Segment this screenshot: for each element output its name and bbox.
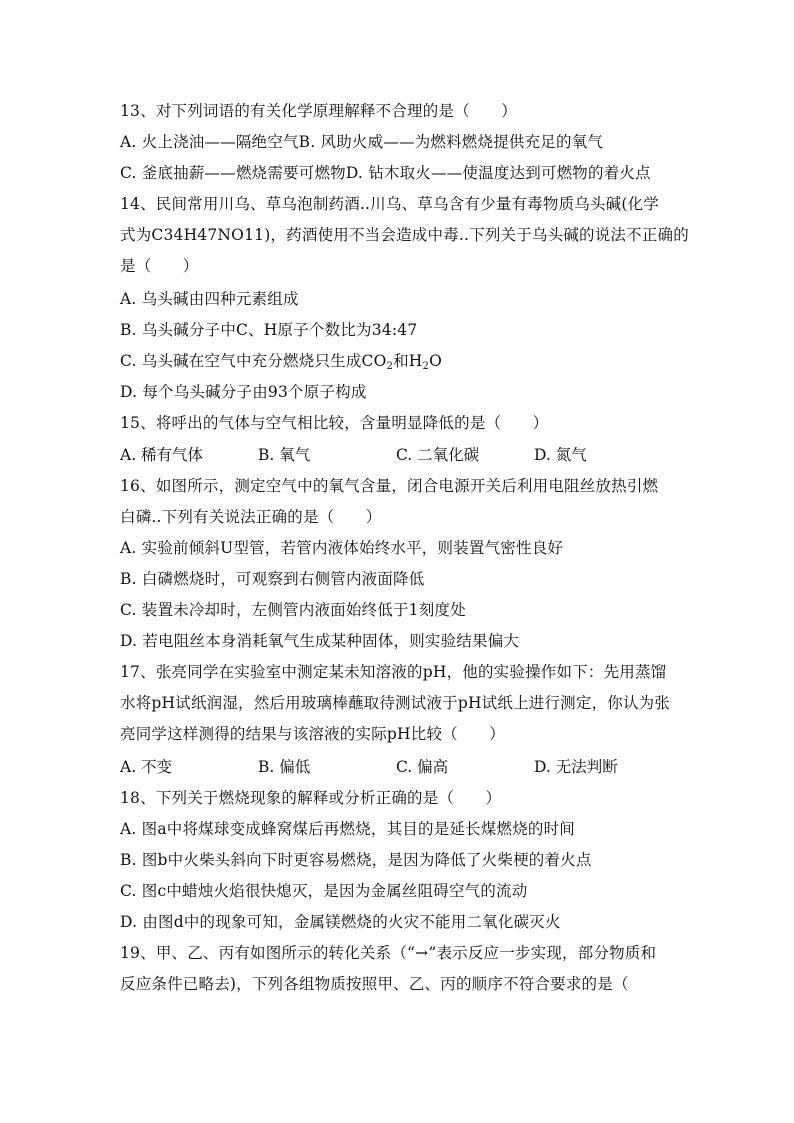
q16-stem-line-1: 16、如图所示，测定空气中的氧气含量，闭合电源开关后利用电阻丝放热引燃 (120, 477, 659, 495)
q13-stem: 13、对下列词语的有关化学原理解释不合理的是（ ） (120, 102, 517, 120)
q15-stem: 15、将呼出的气体与空气相比较，含量明显降低的是（ ） (120, 414, 549, 432)
q15-option-c: C. 二氧化碳 (396, 446, 480, 464)
q18-option-d: D. 由图d中的现象可知，金属镁燃烧的火灾不能用二氧化碳灭火 (120, 913, 561, 931)
q14-stem-line-3: 是（ ） (120, 257, 199, 275)
q17-stem-line-3: 亮同学这样测得的结果与该溶液的实际pH比较（ ） (120, 725, 505, 743)
q14-option-c (120, 351, 442, 377)
q18-option-c: C. 图c中蜡烛火焰很快熄灭，是因为金属丝阻碍空气的流动 (120, 882, 528, 900)
q19-stem-line-2: 反应条件已略去)，下列各组物质按照甲、乙、丙的顺序不符合要求的是（ (120, 975, 629, 993)
q14-option-a: A. 乌头碱由四种元素组成 (120, 290, 299, 308)
q16-option-b: B. 白磷燃烧时，可观察到右侧管内液面降低 (120, 570, 425, 588)
q17-option-b: B. 偏低 (258, 758, 311, 776)
q18-option-b: B. 图b中火柴头斜向下时更容易燃烧，是因为降低了火柴梗的着火点 (120, 851, 592, 869)
h2o-subscript: 2 (422, 361, 430, 372)
q15-option-d: D. 氮气 (534, 446, 587, 464)
q16-stem-line-2: 白磷..下列有关说法正确的是（ ） (120, 508, 382, 526)
co2-subscript: 2 (386, 361, 394, 372)
q16-option-a: A. 实验前倾斜U型管，若管内液体始终水平，则装置气密性良好 (120, 539, 564, 557)
q18-option-a: A. 图a中将煤球变成蜂窝煤后再燃烧，其目的是延长煤燃烧的时间 (120, 820, 575, 838)
q14-option-b: B. 乌头碱分子中C、H原子个数比为34:47 (120, 321, 418, 339)
q14-option-c-text: C. 乌头碱在空气中充分燃烧只生成CO (120, 352, 387, 370)
q13-options-ab: A. 火上浇油——隔绝空气B. 风助火威——为燃料燃烧提供充足的氧气 (120, 133, 604, 151)
q15-option-b: B. 氧气 (258, 446, 311, 464)
q14-option-c-o: O (429, 352, 442, 370)
q14-option-d: D. 每个乌头碱分子由93个原子构成 (120, 383, 367, 401)
q15-option-a: A. 稀有气体 (120, 446, 204, 464)
q18-stem: 18、下列关于燃烧现象的解释或分析正确的是（ ） (120, 789, 502, 807)
q16-option-c: C. 装置未冷却时，左侧管内液面始终低于1刻度处 (120, 601, 466, 619)
q17-option-c: C. 偏高 (396, 758, 449, 776)
q17-option-d: D. 无法判断 (534, 758, 618, 776)
q14-stem-line-2: 式为C34H47NO11)，药酒使用不当会造成中毒..下列关于乌头碱的说法不正确的 (120, 226, 689, 244)
q17-stem-line-2: 水将pH试纸润湿，然后用玻璃棒蘸取待测试液于pH试纸上进行测定，你认为张 (120, 694, 671, 712)
q17-stem-line-1: 17、张亮同学在实验室中测定某未知溶液的pH，他的实验操作如下：先用蒸馏 (120, 663, 667, 681)
q14-option-c-and-h: 和H (393, 352, 423, 370)
q19-stem-line-1: 19、甲、乙、丙有如图所示的转化关系（“→”表示反应一步实现，部分物质和 (120, 944, 657, 962)
q16-option-d: D. 若电阻丝本身消耗氧气生成某种固体，则实验结果偏大 (120, 632, 520, 650)
q17-option-a: A. 不变 (120, 758, 173, 776)
q13-options-cd: C. 釜底抽薪——燃烧需要可燃物D. 钻木取火——使温度达到可燃物的着火点 (120, 164, 651, 182)
q14-stem-line-1: 14、民间常用川乌、草乌泡制药酒..川乌、草乌含有少量有毒物质乌头碱(化学 (120, 195, 660, 213)
